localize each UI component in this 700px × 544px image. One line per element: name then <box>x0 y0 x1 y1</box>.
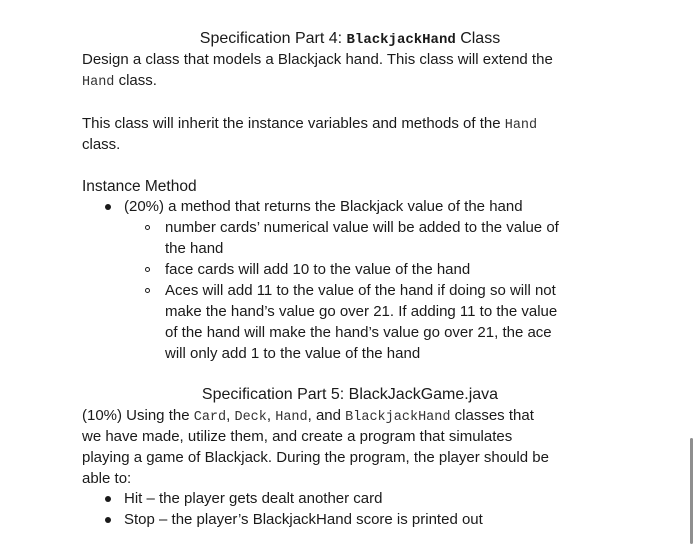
bullet-hit: Hit – the player gets dealt another card <box>124 490 383 507</box>
part4-intro-line2 <box>82 71 157 93</box>
sub-bullet-number-cards-line1: number cards’ numerical value will be added to the value of <box>165 219 559 236</box>
vertical-scrollbar[interactable] <box>690 438 693 544</box>
part5-para-line3: playing a game of Blackjack. During the program, the player should be <box>82 449 549 466</box>
part4-inherit-line1 <box>82 114 537 136</box>
sub-bullet-circle <box>145 288 150 293</box>
sep-2: , <box>266 407 276 424</box>
bullet-dot <box>105 517 111 523</box>
part5-para-line1 <box>82 406 534 428</box>
part4-heading <box>0 28 700 51</box>
part5-para-prefix: (10%) Using the <box>82 407 194 424</box>
part5-para-line4: able to: <box>82 470 132 487</box>
part4-heading-code: BlackjackHand <box>346 32 456 48</box>
sub-bullet-number-cards-line2: the hand <box>165 240 224 257</box>
part4-inherit-line2: class. <box>82 136 121 153</box>
part4-intro-line1: Design a class that models a Blackjack hand. This class will extend the <box>82 51 553 68</box>
sub-bullet-circle <box>145 225 150 230</box>
bullet-dot <box>105 204 111 210</box>
sub-bullet-aces-line4: will only add 1 to the value of the hand <box>165 345 421 362</box>
code-card: Card <box>193 410 227 425</box>
part5-para-suffix: classes that <box>450 407 534 424</box>
sub-bullet-aces-line2: make the hand’s value go over 21. If adding 11 to the value <box>165 303 558 320</box>
sub-bullet-face-cards: face cards will add 10 to the value of the hand <box>165 261 471 278</box>
code-hand: Hand <box>275 410 308 425</box>
part5-heading: Specification Part 5: BlackJackGame.java <box>201 386 499 403</box>
part4-inherit-code-hand: Hand <box>504 118 538 133</box>
sep-3: , and <box>307 407 346 424</box>
part4-inherit-text: This class will inherit the instance variables and methods of the <box>82 115 505 132</box>
part4-intro-line2-rest: class. <box>114 72 157 89</box>
bullet-method-value: (20%) a method that returns the Blackjack value of the hand <box>124 198 523 215</box>
sub-bullet-aces-line1: Aces will add 11 to the value of the hand if doing so will not <box>165 282 556 299</box>
part4-heading-prefix: Specification Part 4: <box>199 30 347 47</box>
part4-heading-suffix: Class <box>455 30 501 47</box>
code-blackjackhand: BlackjackHand <box>345 410 451 425</box>
code-deck: Deck <box>234 410 267 425</box>
bullet-dot <box>105 496 111 502</box>
sep-1: , <box>226 407 235 424</box>
part4-intro-code-hand: Hand <box>82 75 115 90</box>
sub-bullet-circle <box>145 267 150 272</box>
sub-bullet-aces-line3: of the hand will make the hand’s value go over 21, the ace <box>165 324 552 341</box>
part5-para-line2: we have made, utilize them, and create a program that simulates <box>82 428 513 445</box>
bullet-stop: Stop – the player’s BlackjackHand score is printed out <box>124 511 483 528</box>
instance-method-heading: Instance Method <box>82 178 197 195</box>
